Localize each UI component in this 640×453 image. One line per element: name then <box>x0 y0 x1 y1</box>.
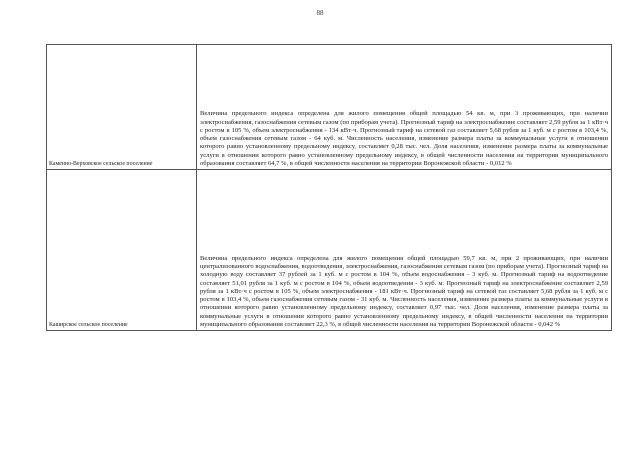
settlement-name-cell <box>47 170 197 331</box>
settlement-name-cell <box>47 45 197 170</box>
settlement-name: Каменно-Верховское сельское поселение <box>49 161 153 167</box>
table-row <box>47 170 612 331</box>
page-number: 88 <box>316 9 324 17</box>
index-description-cell <box>197 45 612 170</box>
settlements-table <box>46 44 612 331</box>
table-row <box>47 45 612 170</box>
index-description-text: Величина предельного индекса определена для жилого помещения общей площадью 59,7 кв. м, при 2 проживающих, при наличии централизованного водоснабжения, водоотведения, электроснабжения, газоснабжения сетевым газом (по приборам учета). Прогнозный тариф на холодную воду составляет 37 рублей за 1 куб. м с ростом в 104 %, объем водоснабжения - 3 куб. м. Прогнозный тариф на водоотведение составляет 51,01 рубля за 1 куб. м с ростом в 104 %, объем водоотведения - 3 куб. м. Прогнозный тариф на электроснабжение составляет 2,59 рубля за 1 кВт·ч с ростом в 105 %, объем электроснабжения - 181 кВт·ч. Прогнозный тариф на сетевой газ составляет 5,68 рубля за 1 куб. м с ростом в 103,4 %, объем газоснабжения сетевым газом - 31 куб. м. Численность населения, изменение размера платы за коммунальные услуги в отношении которого равно установленному предельному индексу, составляет 0,97 тыс. чел. Доля населения, изменение размера платы за коммунальные услуги в отношении которого равно установленному предельному индексу, в общей численности населения на территории муниципального образования составляет 22,3 %, в общей численности населения на территории Воронежской области - 0,042 % <box>200 254 608 328</box>
index-description-cell <box>197 170 612 331</box>
index-description-text: Величина предельного индекса определена для жилого помещения общей площадью 54 кв. м, при 3 проживающих, при наличии электроснабжения, газоснабжения сетевым газом (по приборам учета). Прогнозный тариф на электроснабжение составляет 2,59 рубля за 1 кВт·ч с ростом в 105 %, объем электроснабжения - 134 кВт·ч. Прогнозный тариф на сетевой газ составляет 5,68 рубля за 1 куб. м с ростом в 103,4 %, объем газоснабжения сетевым газом - 64 куб. м. Численность населения, изменение размера платы за коммунальные услуги в отношении которого равно установленному предельному индексу, составляет 0,28 тыс. чел. Доля населения, изменение размера платы за коммунальные услуги в отношении которого равно установленному предельному индексу, в общей численности населения на территории муниципального образования составляет 64,7 %, в общей численности населения на территории Воронежской области - 0,012 % <box>200 110 608 167</box>
settlement-name: Каширское сельское поселение <box>49 322 128 328</box>
